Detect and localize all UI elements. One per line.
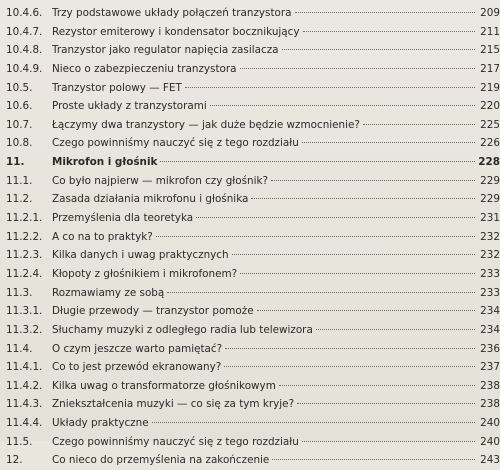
dot-leader (272, 459, 475, 460)
page-number: 215 (480, 44, 500, 57)
section-title: Układy praktyczne (52, 417, 149, 430)
section-number: 10.6. (6, 100, 33, 113)
section-title: Trzy podstawowe układy połączeń tranzystora (52, 7, 292, 19)
page-number: 229 (480, 174, 500, 187)
dot-leader (160, 161, 475, 162)
dot-leader (210, 105, 475, 106)
toc-row (6, 302, 500, 321)
section-number: 11.2.4. (6, 267, 43, 280)
section-title: Mikrofon i głośnik (52, 156, 158, 169)
section-number: 10.4.7. (6, 25, 43, 38)
section-title: Tranzystor polowy — FET (52, 81, 182, 94)
dot-leader (240, 68, 475, 69)
section-number: 11.2.1. (6, 212, 43, 225)
section-number: 10.7. (6, 118, 33, 131)
dot-leader (363, 124, 475, 125)
toc-chapter-row (6, 153, 500, 172)
section-number: 10.4.6. (6, 7, 43, 19)
dot-leader (185, 87, 475, 88)
section-title: A co na to praktyk? (52, 230, 153, 243)
section-title: Kilka danych i uwag praktycznych (52, 249, 229, 262)
toc-row (6, 23, 500, 42)
toc-row (6, 246, 500, 265)
toc-row (6, 321, 500, 340)
dot-leader (224, 366, 475, 367)
toc-row (6, 190, 500, 209)
dot-leader (232, 254, 475, 255)
section-number: 11.4.4. (6, 417, 43, 430)
toc-row (6, 265, 500, 284)
section-title: Rozmawiamy ze sobą (52, 286, 165, 299)
toc-row (6, 451, 500, 470)
toc-row (6, 60, 500, 79)
section-number: 11.4.2. (6, 379, 43, 392)
page-number: 225 (480, 118, 500, 131)
section-number: 10.4.9. (6, 62, 43, 75)
section-number: 10.8. (6, 137, 33, 150)
section-title: O czym jeszcze warto pamiętać? (52, 342, 223, 355)
section-number: 11.2.2. (6, 230, 43, 243)
section-title: Proste układy z tranzystorami (52, 100, 207, 113)
page-number: 234 (480, 323, 500, 336)
section-number: 11. (6, 156, 25, 169)
section-title: Co nieco do przemyślenia na zakończenie (52, 454, 270, 467)
section-number: 11.3.2. (6, 323, 43, 336)
dot-leader (156, 236, 475, 237)
page-number: 232 (480, 230, 500, 243)
section-number: 11.4.3. (6, 398, 43, 411)
section-number: 11.1. (6, 174, 33, 187)
toc-row (6, 116, 500, 135)
toc-row (6, 395, 500, 414)
toc-row (6, 79, 500, 98)
toc-row (6, 134, 500, 153)
toc-row (6, 4, 500, 23)
page-number: 220 (480, 100, 500, 113)
page-number: 233 (480, 267, 500, 280)
dot-leader (297, 403, 475, 404)
section-number: 11.4.1. (6, 361, 43, 374)
section-number: 11.2. (6, 193, 33, 206)
toc-row (6, 414, 500, 433)
dot-leader (196, 217, 475, 218)
toc-row (6, 97, 500, 116)
section-number: 11.4. (6, 342, 33, 355)
section-number: 12. (6, 454, 23, 467)
page-number: 243 (480, 454, 500, 467)
page-number: 238 (480, 379, 500, 392)
dot-leader (257, 310, 475, 311)
toc-row (6, 377, 500, 396)
toc-row (6, 433, 500, 452)
toc-row (6, 284, 500, 303)
page-number: 211 (480, 25, 500, 38)
page-number: 238 (480, 398, 500, 411)
section-number: 11.3. (6, 286, 33, 299)
page-number: 233 (480, 286, 500, 299)
page-number: 217 (480, 62, 500, 75)
section-number: 11.5. (6, 435, 33, 448)
section-title: Czego powinniśmy nauczyć się z tego rozdziału (52, 137, 299, 150)
dot-leader (271, 180, 475, 181)
section-number: 11.3.1. (6, 305, 43, 318)
page-number: 240 (480, 417, 500, 430)
section-title: Tranzystor jako regulator napięcia zasilacza (52, 44, 279, 57)
section-title: Słuchamy muzyki z odległego radia lub telewizora (52, 323, 313, 336)
toc-row (6, 340, 500, 359)
page-number: 228 (478, 156, 500, 169)
section-title: Zniekształcenia muzyki — co się za tym kryje? (52, 398, 295, 411)
toc-row (6, 209, 500, 228)
dot-leader (303, 31, 475, 32)
dot-leader (316, 329, 475, 330)
page-number: 237 (480, 361, 500, 374)
section-title: Rezystor emiterowy i kondensator bocznikujący (52, 25, 300, 38)
section-title: Co było najpierw — mikrofon czy głośnik? (52, 174, 269, 187)
page-number: 234 (480, 305, 500, 318)
page-number: 232 (480, 249, 500, 262)
page-number: 231 (480, 212, 500, 225)
toc-row (6, 228, 500, 247)
page-number: 219 (480, 81, 500, 94)
section-number: 11.2.3. (6, 249, 43, 262)
toc-row (6, 41, 500, 60)
section-title: Nieco o zabezpieczeniu tranzystora (52, 62, 237, 75)
section-title: Kilka uwag o transformatorze głośnikowym (52, 379, 276, 392)
dot-leader (295, 12, 475, 13)
page-number: 226 (480, 137, 500, 150)
section-title: Zasada działania mikrofonu i głośnika (52, 193, 249, 206)
dot-leader (282, 49, 475, 50)
page-number: 236 (480, 342, 500, 355)
dot-leader (225, 348, 475, 349)
dot-leader (167, 292, 475, 293)
section-title: Łączymy dwa tranzystory — jak duże będzie wzmocnienie? (52, 118, 360, 131)
page-number: 209 (480, 7, 500, 19)
page-number: 240 (480, 435, 500, 448)
page-number: 229 (480, 193, 500, 206)
section-number: 10.4.8. (6, 44, 43, 57)
section-title: Przemyślenia dla teoretyka (52, 212, 194, 225)
dot-leader (279, 385, 475, 386)
section-title: Czego powinniśmy nauczyć się z tego rozdziału (52, 435, 299, 448)
section-title: Długie przewody — tranzystor pomoże (52, 305, 254, 318)
toc-row (6, 172, 500, 191)
section-number: 10.5. (6, 81, 33, 94)
dot-leader (251, 198, 475, 199)
section-title: Co to jest przewód ekranowany? (52, 361, 222, 374)
section-title: Kłopoty z głośnikiem i mikrofonem? (52, 267, 238, 280)
table-of-contents (6, 4, 500, 470)
dot-leader (152, 422, 475, 423)
dot-leader (240, 273, 475, 274)
toc-row (6, 358, 500, 377)
dot-leader (302, 142, 475, 143)
